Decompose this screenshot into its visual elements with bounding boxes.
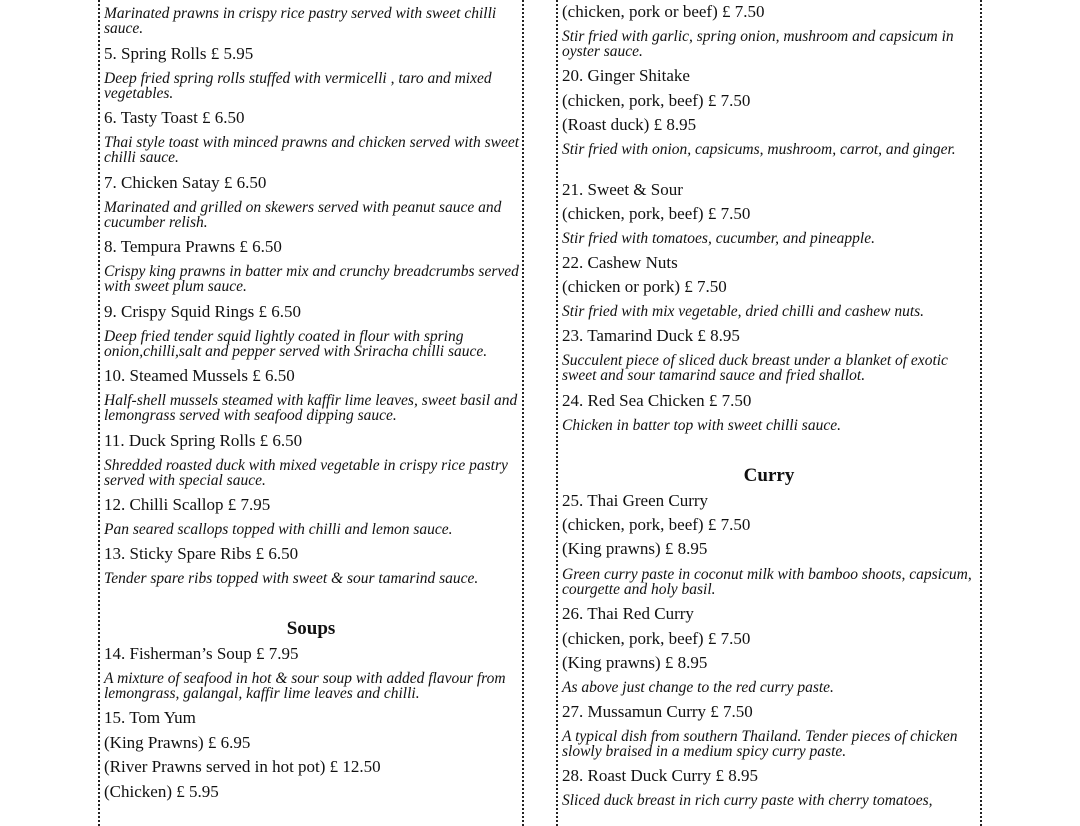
item-23-description: Succulent piece of sliced duck breast under a blanket of exotic sweet and sour tamarind sauce and fried shallot. [562, 352, 948, 384]
item-8-title: 8. Tempura Prawns £ 6.50 [104, 237, 282, 256]
item-22-description: Stir fried with mix vegetable, dried chilli and cashew nuts. [562, 303, 925, 320]
item-12-title: 12. Chilli Scallop £ 7.95 [104, 495, 271, 514]
item-21-description: Stir fried with tomatoes, cucumber, and pineapple. [562, 230, 875, 247]
item-12-description: Pan seared scallops topped with chilli and lemon sauce. [104, 521, 453, 538]
item-23-title: 23. Tamarind Duck £ 8.95 [562, 326, 740, 345]
item-11-title: 11. Duck Spring Rolls £ 6.50 [104, 431, 303, 450]
menu-column-left [98, 0, 524, 826]
item-25-option-king-prawns: (King prawns) £ 8.95 [562, 539, 708, 558]
item-9-description: Deep fried tender squid lightly coated in flour with spring onion,chilli,salt and pepper served with Sriracha chilli sauce. [104, 328, 488, 360]
item-7-title: 7. Chicken Satay £ 6.50 [104, 173, 267, 192]
item-28-description: Sliced duck breast in rich curry paste with cherry tomatoes, [562, 792, 933, 809]
item-24-description: Chicken in batter top with sweet chilli sauce. [562, 417, 841, 434]
item-20-description: Stir fried with onion, capsicums, mushroom, carrot, and ginger. [562, 141, 956, 158]
item-5-title: 5. Spring Rolls £ 5.95 [104, 44, 254, 63]
item-8-description: Crispy king prawns in batter mix and crunchy breadcrumbs served with sweet plum sauce. [104, 263, 519, 295]
item-13-title: 13. Sticky Spare Ribs £ 6.50 [104, 544, 299, 563]
item-27-description: A typical dish from southern Thailand. Tender pieces of chicken slowly braised in a medium spicy curry paste. [562, 728, 958, 760]
item-10-title: 10. Steamed Mussels £ 6.50 [104, 366, 295, 385]
item-20-option-meat: (chicken, pork, beef) £ 7.50 [562, 91, 751, 110]
item-11-description: Shredded roasted duck with mixed vegetable in crispy rice pastry served with special sauce. [104, 457, 508, 489]
curry-heading: Curry [743, 465, 795, 486]
item-15-option-king-prawns: (King Prawns) £ 6.95 [104, 733, 251, 752]
item-25-title: 25. Thai Green Curry [562, 491, 709, 510]
item-21-title: 21. Sweet & Sour [562, 180, 683, 199]
item-14-title: 14. Fisherman’s Soup £ 7.95 [104, 644, 299, 663]
item-13-description: Tender spare ribs topped with sweet & sour tamarind sauce. [104, 570, 479, 587]
item-10-description: Half-shell mussels steamed with kaffir lime leaves, sweet basil and lemongrass served with seafood dipping sauce. [104, 392, 518, 424]
item-9-title: 9. Crispy Squid Rings £ 6.50 [104, 302, 301, 321]
item-26-option-meat: (chicken, pork, beef) £ 7.50 [562, 629, 751, 648]
item-15-option-chicken: (Chicken) £ 5.95 [104, 782, 219, 801]
menu-column-right [556, 0, 982, 826]
item-27-title: 27. Mussamun Curry £ 7.50 [562, 702, 753, 721]
item-6-title: 6. Tasty Toast £ 6.50 [104, 108, 245, 127]
item-26-description: As above just change to the red curry paste. [562, 679, 834, 696]
item-22-option-meat: (chicken or pork) £ 7.50 [562, 277, 727, 296]
item-25-description: Green curry paste in coconut milk with bamboo shoots, capsicum, courgette and holy basil. [562, 566, 972, 598]
item-20-title: 20. Ginger Shitake [562, 66, 690, 85]
item-28-title: 28. Roast Duck Curry £ 8.95 [562, 766, 758, 785]
item-15-title: 15. Tom Yum [104, 708, 196, 727]
item-24-title: 24. Red Sea Chicken £ 7.50 [562, 391, 752, 410]
item-7-description: Marinated and grilled on skewers served with peanut sauce and cucumber relish. [104, 199, 502, 231]
item-21-option-meat: (chicken, pork, beef) £ 7.50 [562, 204, 751, 223]
item-26-option-king-prawns: (King prawns) £ 8.95 [562, 653, 708, 672]
soups-heading: Soups [286, 618, 336, 639]
item-14-description: A mixture of seafood in hot & sour soup with added flavour from lemongrass, galangal, kaffir lime leaves and chilli. [104, 670, 506, 702]
item-19-description: Stir fried with garlic, spring onion, mushroom and capsicum in oyster sauce. [562, 28, 954, 60]
item-25-option-meat: (chicken, pork, beef) £ 7.50 [562, 515, 751, 534]
item-22-title: 22. Cashew Nuts [562, 253, 678, 272]
item-15-option-river-prawns: (River Prawns served in hot pot) £ 12.50 [104, 757, 381, 776]
item-20-option-duck: (Roast duck) £ 8.95 [562, 115, 697, 134]
item-5-description: Deep fried spring rolls stuffed with vermicelli , taro and mixed vegetables. [104, 70, 492, 102]
item-6-description: Thai style toast with minced prawns and chicken served with sweet chilli sauce. [104, 134, 520, 166]
item-26-title: 26. Thai Red Curry [562, 604, 694, 623]
item-19-option-meat: (chicken, pork or beef) £ 7.50 [562, 2, 765, 21]
item-4-description: Marinated prawns in crispy rice pastry served with sweet chilli sauce. [104, 5, 497, 37]
